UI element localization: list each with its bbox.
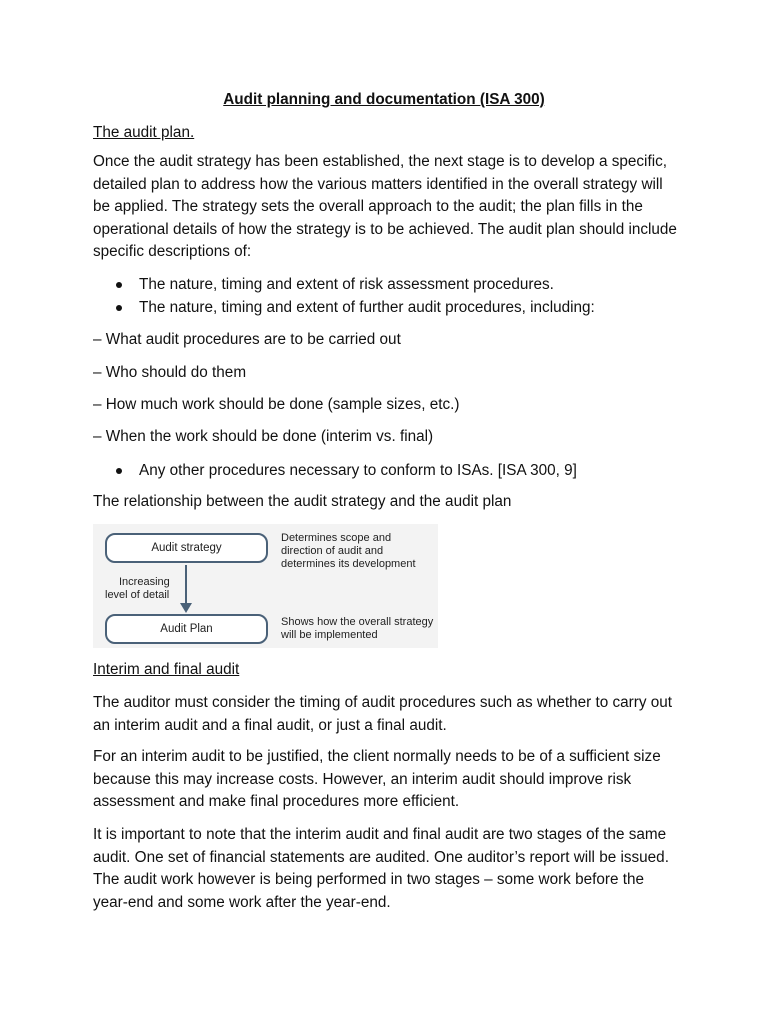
arrow-line bbox=[185, 565, 187, 605]
bullet-item bbox=[116, 297, 595, 319]
bullet-text: Any other procedures necessary to conform to ISAs. [ISA 300, 9] bbox=[139, 462, 577, 479]
strategy-plan-diagram bbox=[93, 524, 438, 648]
bullet-item bbox=[116, 460, 577, 482]
interim-paragraph-1: The auditor must consider the timing of audit procedures such as whether to carry out an interim audit and a final audit, or just a final audit. bbox=[93, 694, 673, 734]
dash-item: – How much work should be done (sample sizes, etc.) bbox=[93, 396, 460, 413]
page-title: Audit planning and documentation (ISA 300) bbox=[223, 91, 545, 108]
section-heading-interim-final: Interim and final audit bbox=[93, 661, 240, 678]
interim-paragraph-3: It is important to note that the interim audit and final audit are two stages of the same audit. One set of financial statements are audited. One auditor’s report will be issued. The audit work however is being performed in two stages – some work before the year-end and some work after the year-end. bbox=[93, 826, 669, 911]
section-heading-audit-plan: The audit plan. bbox=[93, 124, 195, 141]
diagram-caption: The relationship between the audit strategy and the audit plan bbox=[93, 493, 512, 510]
audit-plan-intro-paragraph: Once the audit strategy has been established, the next stage is to develop a specific, detailed plan to address how the various matters identified in the overall strategy will be applied. The strategy sets the overall approach to the audit; the plan fills in the operational details of how the strategy is to be achieved. The audit plan should include specific descriptions of: bbox=[93, 153, 677, 260]
audit-strategy-box: Audit strategy bbox=[105, 533, 268, 563]
dash-item: – Who should do them bbox=[93, 364, 247, 381]
plan-desc-line-2: will be implemented bbox=[281, 629, 378, 641]
strategy-desc-line-1: Determines scope and bbox=[281, 532, 392, 544]
dash-item: – What audit procedures are to be carried out bbox=[93, 331, 401, 348]
audit-plan-box: Audit Plan bbox=[105, 614, 268, 644]
bullet-text: The nature, timing and extent of risk assessment procedures. bbox=[139, 276, 554, 293]
dash-item: – When the work should be done (interim vs. final) bbox=[93, 428, 434, 445]
plan-desc-line-1: Shows how the overall strategy bbox=[281, 616, 434, 628]
arrow-label-line-1: Increasing bbox=[119, 576, 170, 588]
bullet-text: The nature, timing and extent of further audit procedures, including: bbox=[139, 299, 595, 316]
strategy-desc-line-3: determines its development bbox=[281, 558, 416, 570]
arrow-down-icon bbox=[180, 603, 192, 613]
arrow-label-line-2: level of detail bbox=[105, 589, 170, 601]
bullet-item bbox=[116, 274, 554, 296]
strategy-desc-line-2: direction of audit and bbox=[281, 545, 384, 557]
interim-paragraph-2: For an interim audit to be justified, the client normally needs to be of a sufficient size because this may increase costs. However, an interim audit should improve risk assessment and make final procedures more efficient. bbox=[93, 748, 661, 810]
